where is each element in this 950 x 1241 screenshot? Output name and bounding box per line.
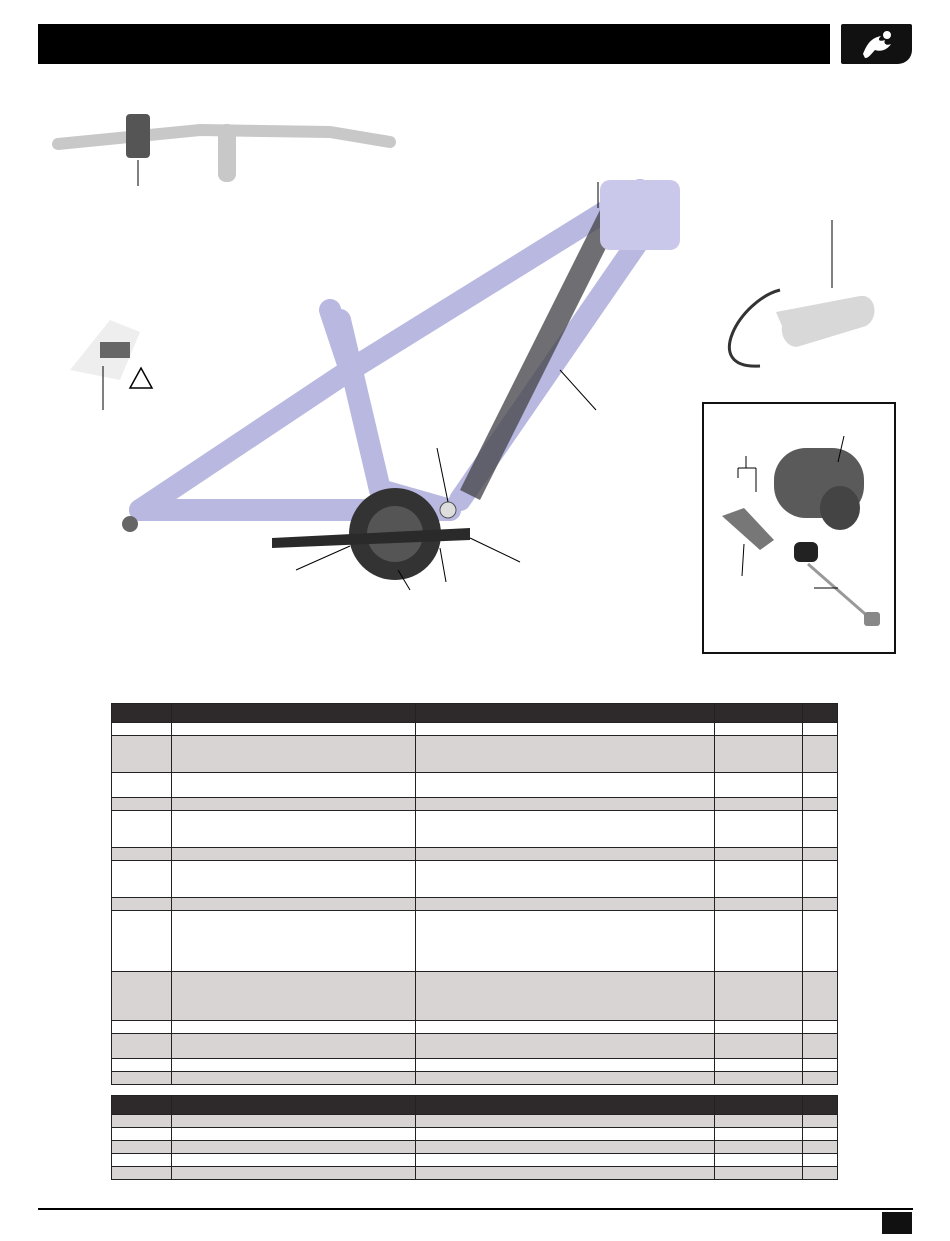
table-cell: [715, 1096, 803, 1115]
table-cell: [171, 1167, 415, 1180]
table-cell: [715, 704, 803, 723]
table-cell: [803, 1034, 838, 1059]
table-cell: [715, 911, 803, 972]
table-cell: [415, 1154, 715, 1167]
table-cell: [415, 1115, 715, 1128]
table-cell: [112, 736, 172, 773]
table-cell: [803, 1141, 838, 1154]
table-cell: [171, 704, 415, 723]
table-cell: [415, 736, 715, 773]
table-cell: [415, 1096, 715, 1115]
table-row: [112, 798, 838, 811]
table-cell: [415, 1085, 715, 1096]
table-cell: [415, 811, 715, 848]
footer-line: [38, 1208, 913, 1210]
table-cell: [112, 911, 172, 972]
table-cell: [415, 798, 715, 811]
table-cell: [171, 773, 415, 798]
table-cell: [171, 972, 415, 1021]
wrench-hand-logo-icon: [841, 24, 912, 64]
table-row: [112, 1072, 838, 1085]
header-bar: [38, 24, 830, 64]
table-cell: [171, 798, 415, 811]
table-header-row: [112, 1096, 838, 1115]
table-row: [112, 723, 838, 736]
table-cell: [715, 736, 803, 773]
table-row: [112, 972, 838, 1021]
table-row: [112, 1141, 838, 1154]
page-number-box: [882, 1212, 912, 1234]
table-cell: [171, 1128, 415, 1141]
table-cell: [415, 861, 715, 898]
frame: [140, 190, 660, 510]
table-cell: [112, 972, 172, 1021]
table-cell: [803, 811, 838, 848]
table-cell: [415, 723, 715, 736]
table-cell: [803, 1072, 838, 1085]
table-cell: [803, 1059, 838, 1072]
table-cell: [715, 848, 803, 861]
table-cell: [171, 1115, 415, 1128]
battery-inset: [702, 402, 896, 654]
bracket-icon: [722, 508, 774, 576]
table-cell: [715, 1141, 803, 1154]
table-cell: [112, 1128, 172, 1141]
table-cell: [112, 811, 172, 848]
table-cell: [112, 1059, 172, 1072]
table-cell: [112, 798, 172, 811]
table-cell: [112, 773, 172, 798]
table-cell: [171, 736, 415, 773]
table-cell: [112, 861, 172, 898]
table-cell: [715, 723, 803, 736]
parts-table: [111, 690, 838, 1180]
table-cell: [803, 898, 838, 911]
charger-icon: [729, 220, 874, 366]
table-cell: [803, 1154, 838, 1167]
table-cell: [171, 861, 415, 898]
table-cell: [803, 1115, 838, 1128]
cable-icon: [794, 542, 880, 626]
table-row: [112, 848, 838, 861]
table-cell: [715, 1154, 803, 1167]
table-cell: [803, 911, 838, 972]
table-cell: [415, 848, 715, 861]
table-cell: [415, 1128, 715, 1141]
table-cell: [415, 1034, 715, 1059]
table-cell: [112, 1096, 172, 1115]
table-cell: [803, 848, 838, 861]
table-cell: [803, 1128, 838, 1141]
table-cell: [112, 848, 172, 861]
handlebar-remote-icon: [58, 114, 390, 186]
table-cell: [171, 848, 415, 861]
table-cell: [415, 1059, 715, 1072]
table-cell: [415, 1167, 715, 1180]
table-cell: [803, 1167, 838, 1180]
table-row: [112, 811, 838, 848]
table-row: [112, 1154, 838, 1167]
table-cell: [415, 691, 715, 704]
table-gap-row: [112, 1085, 838, 1096]
table-header-row: [112, 704, 838, 723]
table-cell: [715, 861, 803, 898]
table-row: [112, 1167, 838, 1180]
table-row: [112, 1128, 838, 1141]
table-cell: [171, 1059, 415, 1072]
table-cell: [715, 811, 803, 848]
table-cell: [715, 773, 803, 798]
table-cell: [171, 1085, 415, 1096]
table-cell: [112, 1085, 172, 1096]
table-cell: [715, 1059, 803, 1072]
table-cell: [415, 1072, 715, 1085]
table-cell: [715, 972, 803, 1021]
table-cell: [112, 691, 172, 704]
table-cell: [171, 1072, 415, 1085]
table-cell: [803, 1085, 838, 1096]
table-cell: [715, 798, 803, 811]
table-cell: [112, 704, 172, 723]
table-cell: [803, 773, 838, 798]
table-cell: [112, 1167, 172, 1180]
table-cell: [112, 1141, 172, 1154]
table-cell: [112, 1154, 172, 1167]
table-cell: [171, 898, 415, 911]
magnet-warning-icon: [70, 320, 152, 410]
table-cell: [112, 723, 172, 736]
table-cell: [803, 1021, 838, 1034]
table-cell: [171, 1154, 415, 1167]
table-cell: [715, 1072, 803, 1085]
table-row: [112, 861, 838, 898]
table-cell: [803, 1096, 838, 1115]
table-cell: [415, 1021, 715, 1034]
table-cell: [171, 1141, 415, 1154]
table-cell: [171, 1021, 415, 1034]
table-cell: [803, 736, 838, 773]
table-cell: [171, 911, 415, 972]
table-row: [112, 736, 838, 773]
table-cell: [715, 1085, 803, 1096]
table-row: [112, 773, 838, 798]
table-cell: [715, 1034, 803, 1059]
table-cell: [171, 691, 415, 704]
table-cell: [803, 691, 838, 704]
table-row: [112, 898, 838, 911]
table-cell: [715, 898, 803, 911]
table-cell: [715, 1128, 803, 1141]
table-cell: [715, 1115, 803, 1128]
table-row: [112, 911, 838, 972]
table-cell: [112, 1034, 172, 1059]
table-cell: [415, 704, 715, 723]
table-cell: [803, 861, 838, 898]
table-cell: [112, 1115, 172, 1128]
table-cell: [171, 1034, 415, 1059]
table-cell: [112, 898, 172, 911]
table-cell: [171, 1096, 415, 1115]
table-cell: [415, 773, 715, 798]
table-cell: [715, 1167, 803, 1180]
battery-icon: [774, 448, 864, 530]
table-cell: [803, 704, 838, 723]
table-cell: [415, 1141, 715, 1154]
table-cell: [715, 1021, 803, 1034]
screws-icon: [738, 456, 756, 492]
table-cell: [803, 723, 838, 736]
table-cell: [112, 1072, 172, 1085]
table-top-row: [112, 691, 838, 704]
table-cell: [171, 723, 415, 736]
table-cell: [415, 972, 715, 1021]
table-cell: [415, 911, 715, 972]
table-row: [112, 1115, 838, 1128]
table-cell: [415, 898, 715, 911]
table-cell: [803, 798, 838, 811]
table-cell: [715, 691, 803, 704]
table-cell: [803, 972, 838, 1021]
table-cell: [112, 1021, 172, 1034]
table-row: [112, 1021, 838, 1034]
table-cell: [171, 811, 415, 848]
table-row: [112, 1034, 838, 1059]
table-row: [112, 1059, 838, 1072]
